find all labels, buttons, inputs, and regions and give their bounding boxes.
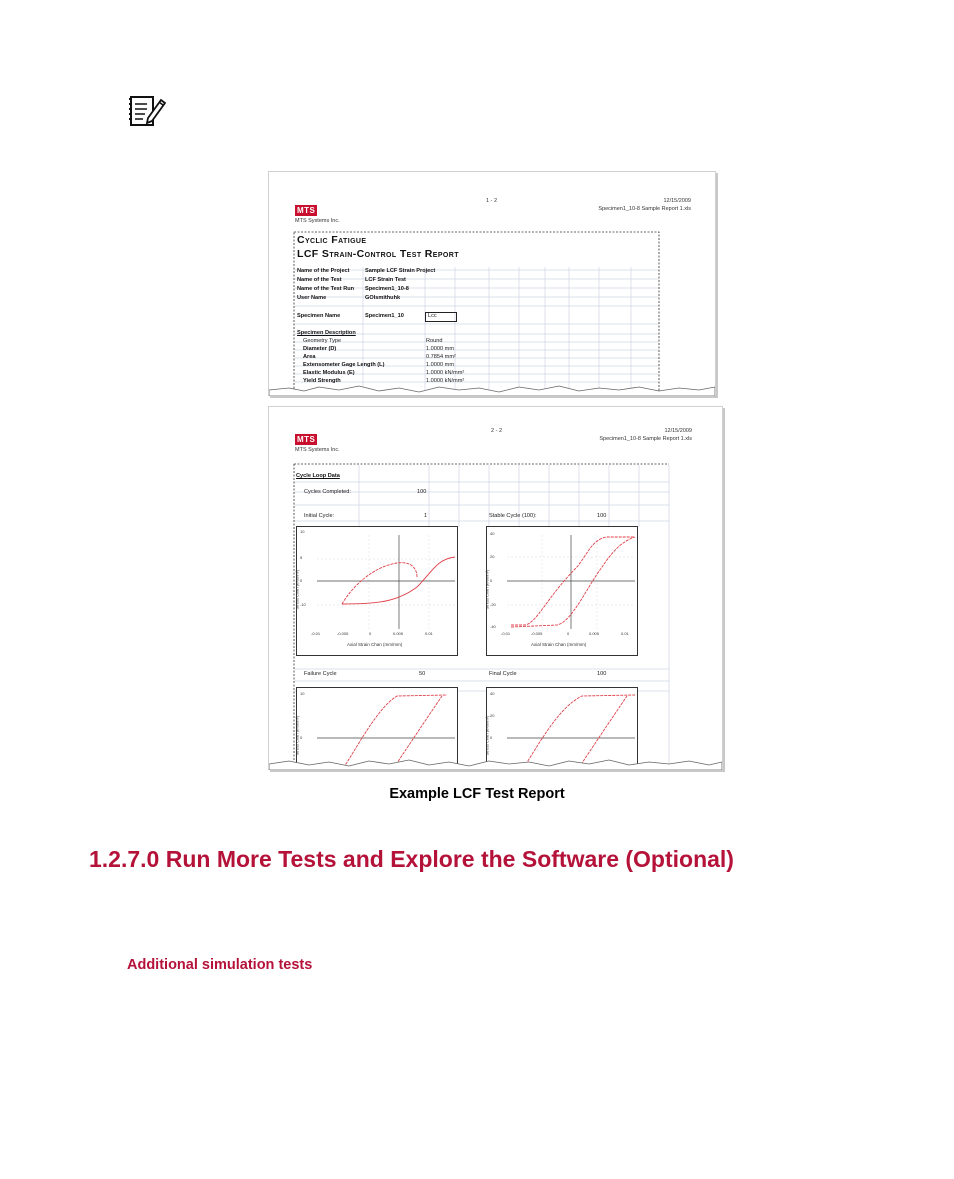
desc-value: 0.7854 mm²	[426, 354, 456, 360]
stable-label: Stable Cycle (100):	[489, 513, 537, 519]
field-value: GOIsmithuhk	[365, 295, 401, 301]
failure-value: 50	[419, 671, 426, 677]
mts-logo: MTS	[297, 435, 316, 444]
field-label: Name of the Project	[297, 268, 350, 274]
desc-label: Elastic Modulus (E)	[303, 370, 355, 376]
report-date: 12/15/2009	[664, 428, 692, 434]
y-tick: -40	[490, 624, 496, 629]
cycles-value: 100	[417, 489, 427, 495]
y-tick: -20	[490, 602, 496, 607]
x-tick: 0.005	[393, 631, 404, 636]
stable-value: 100	[597, 513, 607, 519]
x-axis-label: Axial Strain Chan (mm/mm)	[531, 642, 587, 647]
desc-label: Area	[303, 354, 316, 360]
desc-label: Yield Strength	[303, 378, 341, 384]
y-tick: 0	[300, 578, 303, 583]
y-tick: -10	[300, 602, 306, 607]
x-axis-label: Axial Strain Chan (mm/mm)	[347, 642, 403, 647]
desc-label: Geometry Type	[303, 338, 342, 344]
failure-label: Failure Cycle	[304, 671, 337, 677]
final-label: Final Cycle	[489, 671, 517, 677]
field-value: Sample LCF Strain Project	[365, 268, 436, 274]
figure-caption: Example LCF Test Report	[389, 786, 565, 802]
mts-logo: MTS	[297, 206, 316, 215]
specimen-box: Lcc	[425, 312, 457, 322]
initial-value: 1	[424, 513, 428, 519]
desc-value: 1.0000 mm	[426, 346, 454, 352]
desc-label: Extensometer Gage Length (L)	[303, 362, 385, 368]
section-title: Cycle Loop Data	[296, 473, 340, 479]
x-tick: 0	[369, 631, 372, 636]
y-tick: 20	[490, 713, 495, 718]
note-pencil-icon	[128, 94, 166, 128]
report-title-1: Cyclic Fatigue	[297, 234, 367, 246]
torn-edge	[269, 382, 715, 396]
desc-label: Diameter (D)	[303, 346, 337, 352]
desc-header: Specimen Description	[297, 330, 356, 336]
desc-value: 1.0000 mm	[426, 362, 454, 368]
desc-value: 1.0000 kN/mm²	[426, 378, 465, 384]
x-tick: 0	[567, 631, 570, 636]
y-tick: 10	[300, 529, 305, 534]
plot-stable-cycle	[486, 526, 638, 656]
field-value: LCF Strain Test	[365, 277, 406, 283]
x-tick: -0.005	[337, 631, 349, 636]
y-axis-label: Stress Chan (kN/mm²)	[484, 715, 490, 756]
x-tick: 0.005	[589, 631, 600, 636]
y-axis-label: Stress Chan (kN/mm²)	[294, 569, 300, 610]
y-tick: 0	[300, 735, 303, 740]
field-label: User Name	[297, 295, 327, 301]
y-tick: 0	[490, 735, 493, 740]
initial-label: Initial Cycle:	[304, 513, 335, 519]
company-name: MTS Systems Inc.	[295, 218, 340, 224]
x-tick: 0.01	[621, 631, 629, 636]
field-label: Name of the Test	[297, 277, 342, 283]
x-tick: -0.005	[531, 631, 543, 636]
page-number: 1 - 2	[486, 198, 498, 204]
report-title-2: LCF Strain-Control Test Report	[297, 248, 459, 260]
subsection-heading: Additional simulation tests	[127, 957, 313, 973]
report-file: Specimen1_10-8 Sample Report 1.xls	[599, 436, 692, 442]
report-file: Specimen1_10-8 Sample Report 1.xls	[598, 206, 691, 212]
x-tick: -0.01	[501, 631, 511, 636]
final-value: 100	[597, 671, 607, 677]
company-name: MTS Systems Inc.	[295, 447, 340, 453]
specimen-value: Specimen1_10	[365, 313, 404, 319]
torn-edge	[269, 756, 722, 770]
page-number: 2 - 2	[491, 428, 503, 434]
field-value: Specimen1_10-8	[365, 286, 409, 292]
plot-initial-svg	[297, 527, 457, 655]
section-heading: 1.2.7.0 Run More Tests and Explore the Software (Optional)	[89, 846, 734, 872]
x-tick: 0.01	[425, 631, 433, 636]
cycles-label: Cycles Completed:	[304, 489, 351, 495]
y-tick: 5	[300, 555, 303, 560]
y-tick: 40	[490, 531, 495, 536]
plot-initial-cycle	[296, 526, 458, 656]
report-page-1	[268, 171, 716, 396]
desc-value: Round	[426, 338, 443, 344]
x-tick: -0.01	[311, 631, 321, 636]
y-tick: 20	[490, 554, 495, 559]
y-tick: 40	[490, 691, 495, 696]
desc-value: 1.0000 kN/mm²	[426, 370, 465, 376]
y-axis-label: Stress Chan (kN/mm²)	[484, 569, 490, 610]
y-axis-label: Stress Chan (kN/mm²)	[294, 715, 300, 756]
field-label: Name of the Test Run	[297, 286, 355, 292]
specimen-label: Specimen Name	[297, 313, 341, 319]
report-page-2	[268, 406, 723, 770]
y-tick: 10	[300, 691, 305, 696]
y-tick: 0	[490, 578, 493, 583]
report-date: 12/15/2009	[663, 198, 691, 204]
